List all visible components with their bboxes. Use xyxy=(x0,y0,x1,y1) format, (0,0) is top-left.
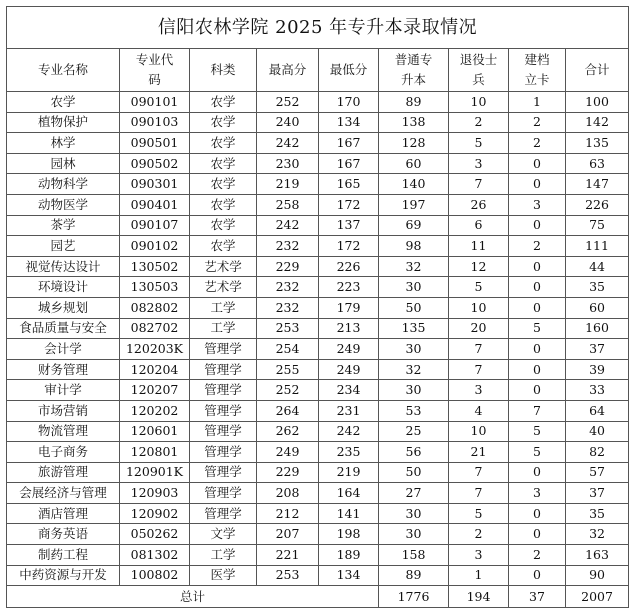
cell-major-code: 090502 xyxy=(120,153,190,174)
cell-min-score: 234 xyxy=(319,380,379,401)
cell-category: 管理学 xyxy=(190,442,257,463)
cell-major-code: 130503 xyxy=(120,277,190,298)
cell-major-code: 120801 xyxy=(120,442,190,463)
table-row xyxy=(7,400,629,421)
cell-veterans: 11 xyxy=(449,236,509,257)
cell-min-score: 172 xyxy=(319,236,379,257)
cell-veterans: 7 xyxy=(449,359,509,380)
cell-total: 90 xyxy=(566,565,629,586)
cell-regular: 89 xyxy=(379,92,449,113)
cell-registered-poor: 2 xyxy=(509,236,566,257)
cell-max-score: 253 xyxy=(257,565,319,586)
cell-max-score: 240 xyxy=(257,112,319,133)
header-row xyxy=(7,49,629,92)
cell-max-score: 264 xyxy=(257,400,319,421)
cell-total: 163 xyxy=(566,545,629,566)
cell-total: 40 xyxy=(566,421,629,442)
cell-regular: 89 xyxy=(379,565,449,586)
cell-registered-poor: 0 xyxy=(509,277,566,298)
cell-regular: 32 xyxy=(379,256,449,277)
cell-major-code: 120202 xyxy=(120,400,190,421)
cell-veterans: 2 xyxy=(449,112,509,133)
total-registered-poor: 37 xyxy=(509,586,566,608)
cell-regular: 135 xyxy=(379,318,449,339)
cell-category: 农学 xyxy=(190,92,257,113)
cell-major-code: 120204 xyxy=(120,359,190,380)
cell-total: 37 xyxy=(566,339,629,360)
cell-category: 管理学 xyxy=(190,503,257,524)
cell-min-score: 242 xyxy=(319,421,379,442)
cell-total: 39 xyxy=(566,359,629,380)
cell-major-code: 120203K xyxy=(120,339,190,360)
cell-category: 农学 xyxy=(190,236,257,257)
cell-major-name: 环境设计 xyxy=(7,277,120,298)
table-row xyxy=(7,442,629,463)
cell-min-score: 165 xyxy=(319,174,379,195)
cell-total: 82 xyxy=(566,442,629,463)
cell-major-name: 农学 xyxy=(7,92,120,113)
column-header-text: 专业名称 xyxy=(37,62,88,77)
cell-category: 农学 xyxy=(190,153,257,174)
cell-veterans: 7 xyxy=(449,339,509,360)
cell-max-score: 258 xyxy=(257,194,319,215)
cell-max-score: 219 xyxy=(257,174,319,195)
table-row xyxy=(7,503,629,524)
cell-major-code: 120901K xyxy=(120,462,190,483)
table-row xyxy=(7,297,629,318)
cell-veterans: 7 xyxy=(449,483,509,504)
cell-category: 管理学 xyxy=(190,359,257,380)
cell-veterans: 3 xyxy=(449,380,509,401)
cell-major-name: 商务英语 xyxy=(7,524,120,545)
table-row xyxy=(7,524,629,545)
cell-total: 111 xyxy=(566,236,629,257)
cell-category: 农学 xyxy=(190,194,257,215)
table-title: 信阳农林学院 2025 年专升本录取情况 xyxy=(7,7,629,49)
cell-max-score: 255 xyxy=(257,359,319,380)
cell-major-code: 090102 xyxy=(120,236,190,257)
table-row xyxy=(7,194,629,215)
cell-min-score: 141 xyxy=(319,503,379,524)
table-row xyxy=(7,318,629,339)
cell-total: 64 xyxy=(566,400,629,421)
cell-min-score: 179 xyxy=(319,297,379,318)
cell-max-score: 262 xyxy=(257,421,319,442)
column-header-text: 最低分 xyxy=(329,62,368,77)
table-row xyxy=(7,256,629,277)
cell-total: 33 xyxy=(566,380,629,401)
cell-regular: 25 xyxy=(379,421,449,442)
column-header-text: 科类 xyxy=(210,62,236,77)
cell-major-code: 120207 xyxy=(120,380,190,401)
column-header-veterans xyxy=(449,49,509,92)
cell-category: 农学 xyxy=(190,215,257,236)
cell-max-score: 230 xyxy=(257,153,319,174)
cell-veterans: 7 xyxy=(449,174,509,195)
table-row xyxy=(7,545,629,566)
cell-total: 142 xyxy=(566,112,629,133)
cell-major-code: 090107 xyxy=(120,215,190,236)
cell-registered-poor: 3 xyxy=(509,483,566,504)
cell-min-score: 249 xyxy=(319,339,379,360)
cell-major-name: 动物医学 xyxy=(7,194,120,215)
cell-regular: 60 xyxy=(379,153,449,174)
cell-total: 75 xyxy=(566,215,629,236)
cell-major-name: 财务管理 xyxy=(7,359,120,380)
table-row xyxy=(7,236,629,257)
cell-max-score: 254 xyxy=(257,339,319,360)
table-row xyxy=(7,277,629,298)
cell-major-name: 城乡规划 xyxy=(7,297,120,318)
cell-total: 37 xyxy=(566,483,629,504)
cell-max-score: 207 xyxy=(257,524,319,545)
cell-category: 文学 xyxy=(190,524,257,545)
cell-category: 管理学 xyxy=(190,421,257,442)
column-header-registered-poor xyxy=(509,49,566,92)
title-row xyxy=(7,7,629,49)
cell-category: 农学 xyxy=(190,112,257,133)
cell-registered-poor: 1 xyxy=(509,92,566,113)
table-row xyxy=(7,174,629,195)
cell-min-score: 172 xyxy=(319,194,379,215)
cell-total: 35 xyxy=(566,503,629,524)
cell-regular: 138 xyxy=(379,112,449,133)
cell-min-score: 219 xyxy=(319,462,379,483)
cell-category: 农学 xyxy=(190,174,257,195)
cell-total: 226 xyxy=(566,194,629,215)
cell-category: 工学 xyxy=(190,545,257,566)
cell-max-score: 252 xyxy=(257,380,319,401)
cell-major-name: 物流管理 xyxy=(7,421,120,442)
cell-max-score: 252 xyxy=(257,92,319,113)
cell-registered-poor: 0 xyxy=(509,380,566,401)
cell-total: 60 xyxy=(566,297,629,318)
cell-min-score: 167 xyxy=(319,133,379,154)
cell-registered-poor: 2 xyxy=(509,133,566,154)
cell-registered-poor: 0 xyxy=(509,565,566,586)
cell-min-score: 198 xyxy=(319,524,379,545)
table-row xyxy=(7,215,629,236)
cell-regular: 50 xyxy=(379,297,449,318)
total-sum: 2007 xyxy=(566,586,629,608)
cell-min-score: 137 xyxy=(319,215,379,236)
cell-major-code: 090401 xyxy=(120,194,190,215)
cell-major-name: 中药资源与开发 xyxy=(7,565,120,586)
table-row xyxy=(7,462,629,483)
cell-major-name: 会计学 xyxy=(7,339,120,360)
cell-veterans: 10 xyxy=(449,92,509,113)
cell-category: 工学 xyxy=(190,318,257,339)
cell-regular: 27 xyxy=(379,483,449,504)
total-regular: 1776 xyxy=(379,586,449,608)
cell-min-score: 226 xyxy=(319,256,379,277)
cell-regular: 30 xyxy=(379,380,449,401)
cell-major-name: 园艺 xyxy=(7,236,120,257)
cell-regular: 32 xyxy=(379,359,449,380)
table-row xyxy=(7,421,629,442)
cell-veterans: 12 xyxy=(449,256,509,277)
cell-max-score: 249 xyxy=(257,442,319,463)
table-body xyxy=(7,92,629,586)
cell-regular: 140 xyxy=(379,174,449,195)
cell-major-name: 食品质量与安全 xyxy=(7,318,120,339)
cell-registered-poor: 0 xyxy=(509,174,566,195)
cell-veterans: 6 xyxy=(449,215,509,236)
cell-major-code: 090103 xyxy=(120,112,190,133)
cell-veterans: 5 xyxy=(449,503,509,524)
cell-veterans: 3 xyxy=(449,545,509,566)
cell-regular: 128 xyxy=(379,133,449,154)
cell-min-score: 167 xyxy=(319,153,379,174)
cell-min-score: 235 xyxy=(319,442,379,463)
cell-veterans: 1 xyxy=(449,565,509,586)
cell-registered-poor: 0 xyxy=(509,524,566,545)
table-row xyxy=(7,565,629,586)
cell-registered-poor: 0 xyxy=(509,339,566,360)
cell-max-score: 242 xyxy=(257,215,319,236)
cell-category: 管理学 xyxy=(190,462,257,483)
cell-regular: 30 xyxy=(379,339,449,360)
cell-veterans: 21 xyxy=(449,442,509,463)
cell-total: 147 xyxy=(566,174,629,195)
cell-major-code: 090301 xyxy=(120,174,190,195)
table-row xyxy=(7,483,629,504)
cell-major-name: 市场营销 xyxy=(7,400,120,421)
table-row xyxy=(7,359,629,380)
cell-max-score: 232 xyxy=(257,236,319,257)
cell-registered-poor: 0 xyxy=(509,256,566,277)
cell-registered-poor: 2 xyxy=(509,112,566,133)
cell-veterans: 3 xyxy=(449,153,509,174)
cell-category: 农学 xyxy=(190,133,257,154)
cell-regular: 98 xyxy=(379,236,449,257)
cell-major-code: 130502 xyxy=(120,256,190,277)
cell-major-name: 植物保护 xyxy=(7,112,120,133)
table-row xyxy=(7,112,629,133)
cell-major-code: 090501 xyxy=(120,133,190,154)
cell-category: 管理学 xyxy=(190,380,257,401)
cell-major-code: 120601 xyxy=(120,421,190,442)
cell-total: 100 xyxy=(566,92,629,113)
cell-registered-poor: 0 xyxy=(509,297,566,318)
cell-min-score: 189 xyxy=(319,545,379,566)
cell-total: 57 xyxy=(566,462,629,483)
cell-registered-poor: 0 xyxy=(509,503,566,524)
admission-table xyxy=(6,6,629,608)
cell-major-name: 会展经济与管理 xyxy=(7,483,120,504)
cell-category: 艺术学 xyxy=(190,277,257,298)
cell-major-code: 081302 xyxy=(120,545,190,566)
cell-registered-poor: 0 xyxy=(509,153,566,174)
cell-regular: 30 xyxy=(379,503,449,524)
cell-total: 135 xyxy=(566,133,629,154)
cell-major-code: 082802 xyxy=(120,297,190,318)
total-veterans: 194 xyxy=(449,586,509,608)
cell-major-code: 120902 xyxy=(120,503,190,524)
cell-registered-poor: 0 xyxy=(509,462,566,483)
cell-regular: 53 xyxy=(379,400,449,421)
column-header-total xyxy=(566,49,629,92)
cell-max-score: 242 xyxy=(257,133,319,154)
cell-major-name: 旅游管理 xyxy=(7,462,120,483)
total-label: 总计 xyxy=(7,586,379,608)
cell-total: 32 xyxy=(566,524,629,545)
cell-min-score: 223 xyxy=(319,277,379,298)
cell-min-score: 231 xyxy=(319,400,379,421)
cell-major-name: 视觉传达设计 xyxy=(7,256,120,277)
admission-table-container xyxy=(6,6,628,608)
cell-regular: 50 xyxy=(379,462,449,483)
cell-category: 管理学 xyxy=(190,483,257,504)
cell-regular: 158 xyxy=(379,545,449,566)
cell-max-score: 229 xyxy=(257,462,319,483)
cell-major-code: 090101 xyxy=(120,92,190,113)
cell-veterans: 10 xyxy=(449,297,509,318)
cell-veterans: 10 xyxy=(449,421,509,442)
cell-min-score: 134 xyxy=(319,112,379,133)
table-row xyxy=(7,339,629,360)
cell-major-name: 电子商务 xyxy=(7,442,120,463)
cell-major-name: 酒店管理 xyxy=(7,503,120,524)
cell-major-code: 050262 xyxy=(120,524,190,545)
cell-total: 160 xyxy=(566,318,629,339)
cell-registered-poor: 5 xyxy=(509,442,566,463)
table-row xyxy=(7,380,629,401)
cell-major-name: 动物科学 xyxy=(7,174,120,195)
cell-veterans: 5 xyxy=(449,277,509,298)
column-header-major-code xyxy=(120,49,190,92)
column-header-min-score xyxy=(319,49,379,92)
cell-max-score: 221 xyxy=(257,545,319,566)
cell-total: 63 xyxy=(566,153,629,174)
total-row xyxy=(7,586,629,608)
cell-total: 35 xyxy=(566,277,629,298)
cell-registered-poor: 5 xyxy=(509,318,566,339)
cell-major-code: 100802 xyxy=(120,565,190,586)
cell-major-name: 茶学 xyxy=(7,215,120,236)
cell-regular: 69 xyxy=(379,215,449,236)
cell-max-score: 253 xyxy=(257,318,319,339)
cell-registered-poor: 2 xyxy=(509,545,566,566)
cell-category: 艺术学 xyxy=(190,256,257,277)
column-header-text: 专业代码 xyxy=(135,52,174,87)
cell-category: 管理学 xyxy=(190,339,257,360)
cell-veterans: 2 xyxy=(449,524,509,545)
column-header-major-name xyxy=(7,49,120,92)
cell-registered-poor: 5 xyxy=(509,421,566,442)
cell-regular: 30 xyxy=(379,277,449,298)
table-row xyxy=(7,92,629,113)
cell-major-name: 园林 xyxy=(7,153,120,174)
cell-min-score: 164 xyxy=(319,483,379,504)
cell-max-score: 208 xyxy=(257,483,319,504)
cell-max-score: 232 xyxy=(257,297,319,318)
column-header-text: 最高分 xyxy=(268,62,307,77)
cell-category: 医学 xyxy=(190,565,257,586)
column-header-text: 退役士兵 xyxy=(459,52,498,87)
column-header-category xyxy=(190,49,257,92)
cell-registered-poor: 3 xyxy=(509,194,566,215)
column-header-text: 合计 xyxy=(584,62,610,77)
cell-min-score: 170 xyxy=(319,92,379,113)
cell-veterans: 26 xyxy=(449,194,509,215)
cell-regular: 56 xyxy=(379,442,449,463)
cell-regular: 30 xyxy=(379,524,449,545)
cell-registered-poor: 0 xyxy=(509,215,566,236)
cell-max-score: 212 xyxy=(257,503,319,524)
cell-veterans: 20 xyxy=(449,318,509,339)
column-header-regular xyxy=(379,49,449,92)
cell-registered-poor: 7 xyxy=(509,400,566,421)
table-row xyxy=(7,153,629,174)
table-row xyxy=(7,133,629,154)
cell-major-name: 制药工程 xyxy=(7,545,120,566)
cell-registered-poor: 0 xyxy=(509,359,566,380)
cell-min-score: 134 xyxy=(319,565,379,586)
column-header-text: 建档立卡 xyxy=(524,52,550,87)
cell-major-code: 120903 xyxy=(120,483,190,504)
cell-major-code: 082702 xyxy=(120,318,190,339)
cell-major-name: 林学 xyxy=(7,133,120,154)
column-header-text: 普通专升本 xyxy=(394,52,433,87)
cell-veterans: 7 xyxy=(449,462,509,483)
cell-regular: 197 xyxy=(379,194,449,215)
cell-veterans: 5 xyxy=(449,133,509,154)
cell-min-score: 213 xyxy=(319,318,379,339)
cell-min-score: 249 xyxy=(319,359,379,380)
cell-category: 管理学 xyxy=(190,400,257,421)
cell-max-score: 229 xyxy=(257,256,319,277)
cell-max-score: 232 xyxy=(257,277,319,298)
cell-category: 工学 xyxy=(190,297,257,318)
cell-major-name: 审计学 xyxy=(7,380,120,401)
column-header-max-score xyxy=(257,49,319,92)
cell-total: 44 xyxy=(566,256,629,277)
cell-veterans: 4 xyxy=(449,400,509,421)
